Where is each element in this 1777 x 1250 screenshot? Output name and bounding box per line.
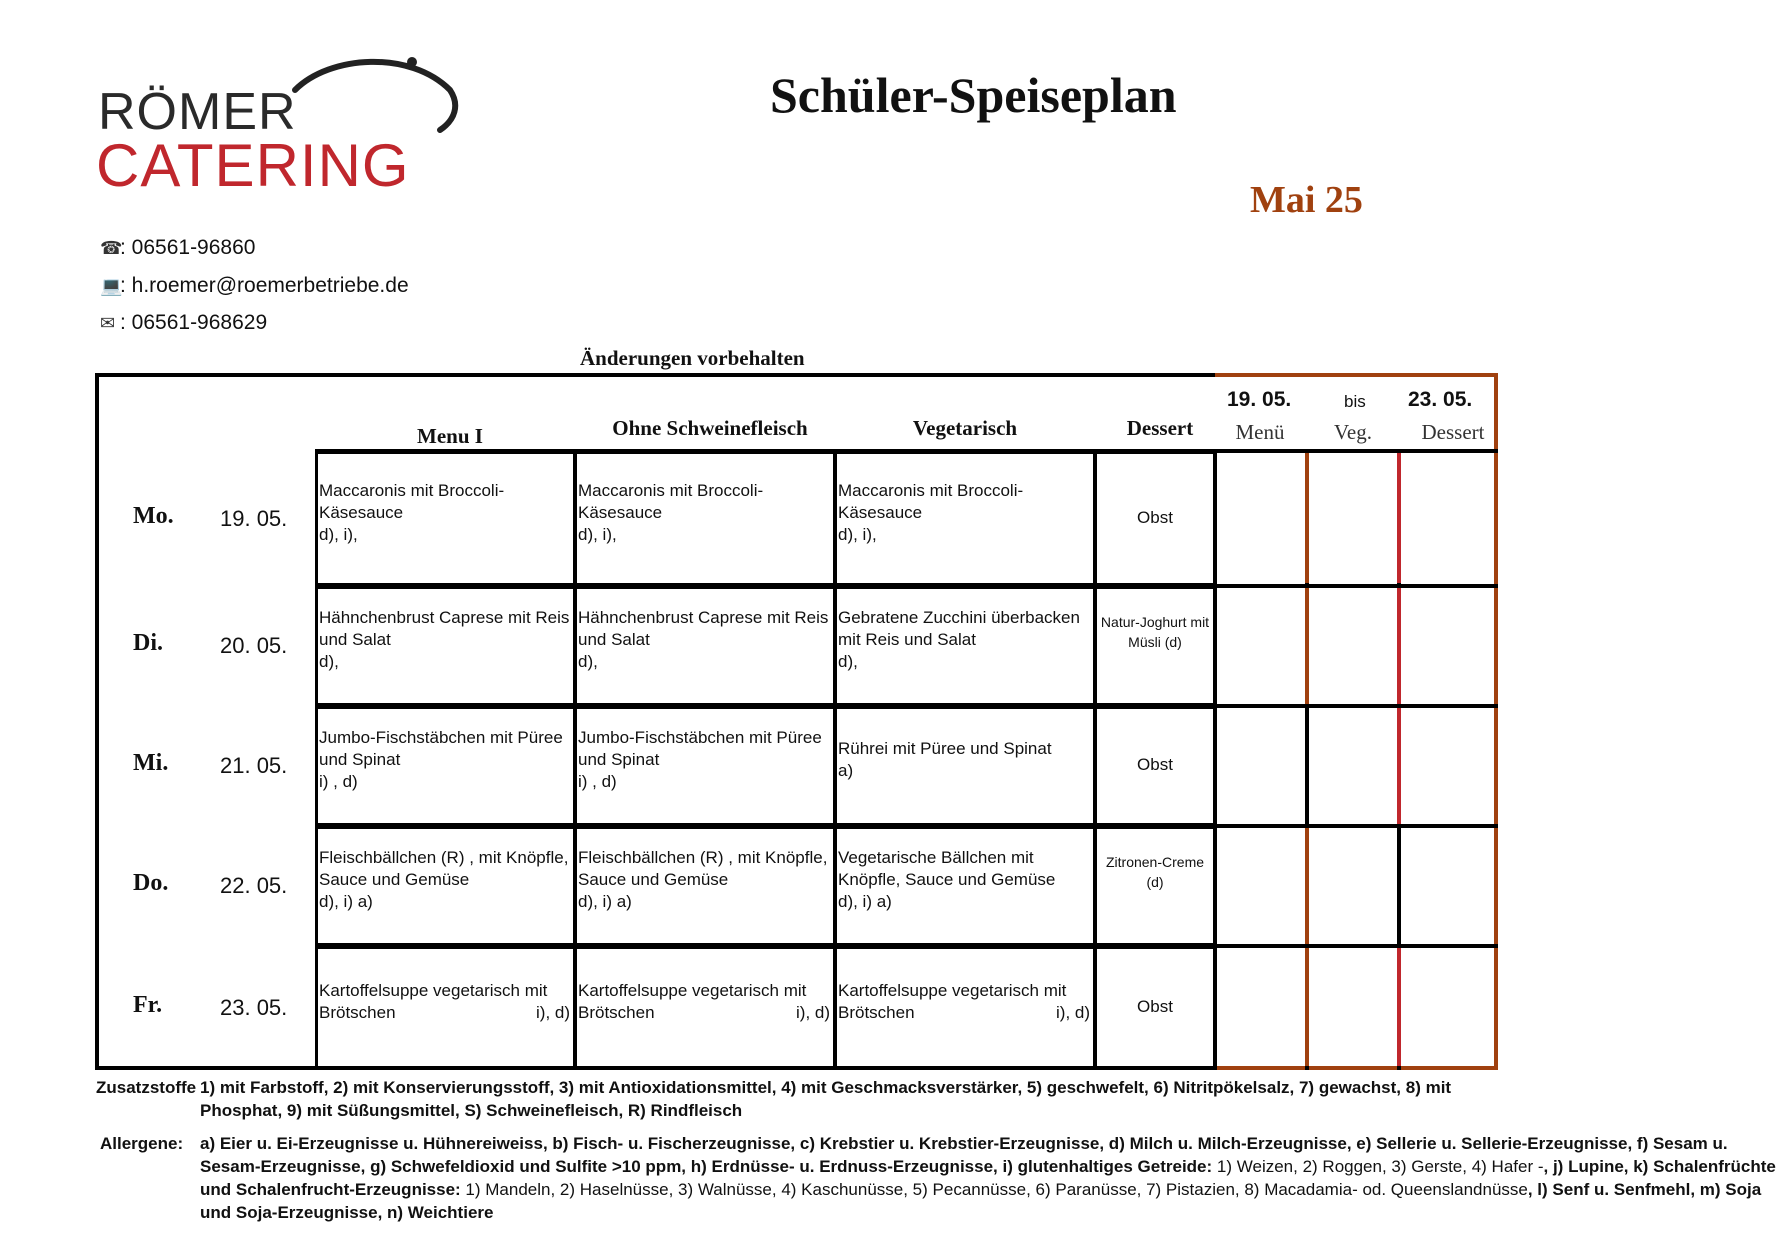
allergen-codes: i), d) — [796, 1003, 830, 1022]
col-header-menu1: Menu I — [417, 424, 483, 448]
meal-name: Kartoffelsuppe vegetarisch mit — [838, 981, 1067, 1000]
additives-label: Zusatzstoffe — [96, 1078, 197, 1097]
allergen-codes: d), i), — [578, 524, 617, 544]
allergen-codes: d), — [838, 652, 858, 671]
meal-text — [319, 847, 570, 913]
email-address: : h.roemer@roemerbetriebe.de — [120, 274, 409, 297]
allergens-part1: a) Eier u. Ei-Erzeugnisse u. Hühnereiweiss, b) Fisch- u. Fischerzeugnisse, c) Krebstier u. Krebstier-Erzeugnisse, d) Milch u. Milch-Erzeugnisse, e) Sellerie u. Sellerie-Erzeugnisse, f) Sesam u. Sesam-Erzeugnisse, g) Schwefeldioxid und Sulfite >10 ppm, h) Erdnüsse- u. Erdnuss-Erzeugnisse, i) glutenhaltiges Getreide: — [200, 1134, 1728, 1176]
rating-accent-red-5 — [1397, 948, 1401, 1066]
logo-text-catering: CATERING — [96, 132, 410, 199]
meal-name: Fleischbällchen (R) , mit Knöpfle, Sauce und Gemüse — [578, 848, 828, 889]
meal-name: Gebratene Zucchini überbacken mit Reis und Salat — [838, 608, 1080, 649]
day-date: 21. 05. — [220, 753, 288, 778]
rating-grid-line-1 — [1213, 449, 1217, 1070]
allergens-part4: 1) Mandeln, 2) Haselnüsse, 3) Walnüsse, 4) Kaschunüsse, 5) Pecannüsse, 6) Paranüsse, 7) Pistazien, 8) Macadamia- od. Queenslandnüsse — [460, 1180, 1528, 1199]
day-name: Di. — [133, 630, 163, 656]
meal-name: Vegetarische Bällchen mit Knöpfle, Sauce und Gemüse — [838, 848, 1056, 889]
meal-name-cont: Brötschen — [578, 1003, 655, 1022]
meal-text — [838, 607, 1090, 673]
allergen-codes: i), d) — [536, 1003, 570, 1022]
rating-accent-brown-2 — [1305, 588, 1309, 704]
meal-text — [578, 607, 830, 673]
week-start-date: 19. 05. — [1227, 388, 1292, 411]
logo-swoosh-icon — [290, 50, 470, 140]
changes-reserved-note: Änderungen vorbehalten — [580, 346, 805, 370]
rating-header-divider — [1215, 449, 1498, 453]
allergens-part2: 1) Weizen, 2) Roggen, 3) Gerste, 4) Hafer - — [1212, 1157, 1544, 1176]
meal-name: Maccaronis mit Broccoli-Käsesauce — [319, 480, 505, 522]
week-bis: bis — [1344, 392, 1366, 411]
meal-name-line2 — [578, 1002, 830, 1024]
col-header-vegetarisch: Vegetarisch — [912, 416, 1018, 440]
day-date: 22. 05. — [220, 873, 288, 898]
allergen-codes: d), i) a) — [578, 892, 632, 911]
meal-name: Maccaronis mit Broccoli-Käsesauce — [578, 480, 764, 522]
rating-col-dessert: Dessert — [1421, 420, 1485, 444]
meal-text — [578, 480, 830, 546]
meal-text — [838, 980, 1090, 1024]
dessert-text: Obst — [1137, 997, 1173, 1016]
rating-col-veg: Veg. — [1334, 420, 1372, 444]
meal-name: Rührei mit Püree und Spinat — [838, 739, 1052, 758]
day-name: Fr. — [133, 992, 163, 1018]
col-header-ohne-schwein: Ohne Schweinefleisch — [612, 416, 808, 440]
rating-accent-red-1 — [1397, 453, 1401, 583]
contact-email — [100, 274, 409, 298]
allergen-codes: d), i), — [838, 524, 877, 544]
allergen-codes: d), i) a) — [838, 892, 892, 911]
meal-text — [578, 847, 830, 913]
contact-fax — [100, 311, 267, 335]
allergens-label: Allergene: — [100, 1134, 184, 1153]
meal-name: Hähnchenbrust Caprese mit Reis und Salat — [578, 608, 829, 649]
dessert-text: Natur-Joghurt mit Müsli (d) — [1100, 614, 1210, 650]
logo-text-roemer: RÖMER — [98, 83, 297, 141]
allergen-codes: i), d) — [1056, 1003, 1090, 1022]
rating-col-menu: Menü — [1235, 420, 1285, 444]
envelope-icon: ✉ — [100, 313, 116, 333]
day-date: 20. 05. — [220, 633, 288, 658]
week-end-date: 23. 05. — [1408, 388, 1473, 411]
dessert-text: Obst — [1137, 507, 1173, 527]
rating-row-separator — [1215, 584, 1498, 588]
allergen-codes: d), i) a) — [319, 892, 373, 911]
meal-name-cont: Brötschen — [838, 1003, 915, 1022]
rating-table-frame — [1215, 373, 1498, 1070]
day-date: 23. 05. — [220, 995, 288, 1020]
phone-number: : 06561-96860 — [120, 236, 256, 259]
day-name: Mi. — [133, 750, 169, 776]
rating-accent-brown-5 — [1305, 948, 1309, 1066]
meal-name: Fleischbällchen (R) , mit Knöpfle, Sauce und Gemüse — [319, 848, 569, 889]
meal-name: Kartoffelsuppe vegetarisch mit — [578, 981, 807, 1000]
meal-name-line2 — [838, 1002, 1090, 1024]
rating-accent-brown-4 — [1305, 828, 1309, 944]
meal-text — [319, 980, 570, 1024]
meal-text — [319, 480, 570, 546]
fax-number: : 06561-968629 — [120, 311, 268, 334]
meal-name: Hähnchenbrust Caprese mit Reis und Salat — [319, 608, 570, 649]
month-label: Mai 25 — [1250, 179, 1363, 221]
additives-text: 1) mit Farbstoff, 2) mit Konservierungsstoff, 3) mit Antioxidationsmittel, 4) mit Geschmacksverstärker, 5) geschwefelt, 6) Nitritpökelsalz, 7) gewachst, 8) mit Phosphat, 9) mit Süßungsmittel, S) Schweinefleisch, R) Rindfleisch — [200, 1078, 1452, 1120]
meal-text — [578, 980, 830, 1024]
meal-name: Kartoffelsuppe vegetarisch mit — [319, 981, 548, 1000]
rating-row-separator — [1215, 704, 1498, 708]
page-title: Schüler-Speiseplan — [770, 67, 1177, 123]
rating-accent-red-2 — [1397, 588, 1401, 704]
allergen-codes: i) , d) — [578, 772, 617, 791]
telephone-icon: ☎ — [100, 238, 123, 258]
dessert-text: Zitronen-Creme (d) — [1105, 854, 1205, 890]
allergens-part5: , l) Senf u. Senfmehl, m) Soja und Soja-Erzeugnisse, n) Weichtiere — [200, 1180, 1762, 1222]
meal-text — [578, 727, 830, 793]
day-name: Do. — [133, 870, 169, 896]
meal-text — [838, 738, 1090, 782]
day-name: Mo. — [133, 502, 174, 529]
dessert-text: Obst — [1137, 755, 1173, 774]
allergens-part3: , j) Lupine, k) Schalenfrüchte und Schalenfrucht-Erzeugnisse: — [200, 1157, 1776, 1199]
meal-text — [319, 727, 570, 793]
rating-accent-red-3 — [1397, 708, 1401, 824]
rating-row-separator — [1215, 944, 1498, 948]
contact-phone — [100, 236, 255, 260]
meal-text — [319, 607, 570, 673]
allergens-text — [200, 1132, 1777, 1224]
col-header-dessert: Dessert — [1126, 416, 1194, 440]
allergen-codes: d), i), — [319, 524, 358, 544]
allergen-codes: d), — [319, 652, 339, 671]
allergen-codes: i) , d) — [319, 772, 358, 791]
rating-accent-brown-1 — [1305, 453, 1309, 583]
allergen-codes: a) — [838, 761, 854, 780]
meal-text — [838, 480, 1090, 546]
meal-name-line2 — [319, 1002, 570, 1024]
allergen-codes: d), — [578, 652, 598, 671]
meal-name: Jumbo-Fischstäbchen mit Püree und Spinat — [578, 728, 822, 769]
meal-name: Maccaronis mit Broccoli-Käsesauce — [838, 480, 1024, 522]
meal-name-cont: Brötschen — [319, 1003, 396, 1022]
meal-text — [838, 847, 1090, 913]
meal-name: Jumbo-Fischstäbchen mit Püree und Spinat — [319, 728, 563, 769]
computer-icon: 💻 — [100, 276, 123, 296]
rating-row-separator — [1215, 824, 1498, 828]
day-date: 19. 05. — [220, 505, 288, 531]
